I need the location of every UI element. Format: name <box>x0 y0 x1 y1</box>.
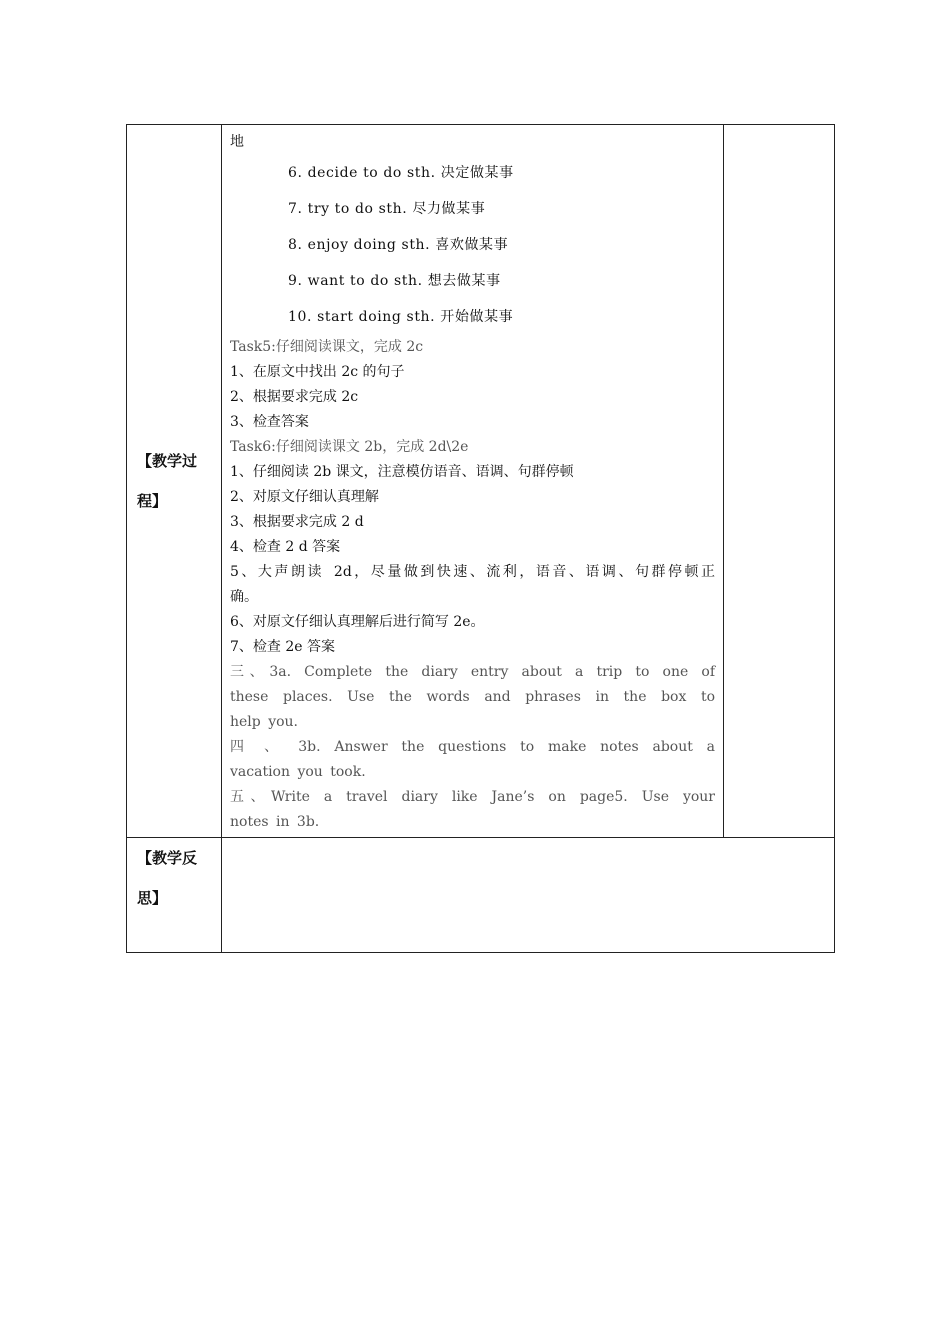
task5-step: 2、根据要求完成 2c <box>230 389 359 405</box>
task5-title: Task5:仔细阅读课文，完成 2c <box>230 339 424 355</box>
process-label-cell <box>127 125 222 838</box>
task6-step-5: 5、大声朗读 2d，尽量做到快速、流利，语音、语调、句群停顿正 <box>230 564 715 580</box>
task6-step-7: 7、检查 2e 答案 <box>230 639 335 655</box>
process-label-line-1: 【教学过 <box>137 452 198 470</box>
part5-line-2: notes in 3b. <box>230 814 320 830</box>
process-row <box>127 125 835 838</box>
part4-line-1: 四 、 3b. Answer the questions to make notes about a <box>230 739 715 755</box>
phrase-item: 7. try to do sth. 尽力做某事 <box>288 201 486 217</box>
phrase-item: 8. enjoy doing sth. 喜欢做某事 <box>288 237 509 253</box>
task6-title: Task6:仔细阅读课文 2b，完成 2d\2e <box>230 439 469 455</box>
task6-step-5-cont: 确。 <box>230 589 258 605</box>
task6-step: 2、对原文仔细认真理解 <box>230 489 379 505</box>
lesson-plan-table <box>126 124 835 953</box>
task6-step: 4、检查 2 d 答案 <box>230 539 341 555</box>
reflection-row <box>127 838 835 953</box>
top-char: 地 <box>230 134 244 150</box>
process-label-line-2: 程】 <box>137 492 168 510</box>
part3-line-3: help you. <box>230 714 298 730</box>
part5-line-1: 五、Write a travel diary like Jane’s on page5. Use your <box>230 789 715 805</box>
task6-step: 1、仔细阅读 2b 课文，注意模仿语音、语调、句群停顿 <box>230 464 574 480</box>
reflection-label-line-2: 思】 <box>137 889 168 907</box>
reflection-label-line-1: 【教学反 <box>137 849 198 867</box>
task6-step-6: 6、对原文仔细认真理解后进行简写 2e。 <box>230 614 485 630</box>
reflection-label-cell <box>127 838 222 953</box>
task5-step: 1、在原文中找出 2c 的句子 <box>230 364 405 380</box>
task6-step: 3、根据要求完成 2 d <box>230 514 364 530</box>
part3-line-1: 三、3a. Complete the diary entry about a trip to one of <box>230 664 715 680</box>
process-content-cell <box>222 125 724 838</box>
phrase-item: 6. decide to do sth. 决定做某事 <box>288 165 514 181</box>
notes-cell <box>724 125 835 838</box>
part4-line-2: vacation you took. <box>230 764 366 780</box>
task5-step: 3、检查答案 <box>230 414 309 430</box>
phrase-item: 9. want to do sth. 想去做某事 <box>288 273 501 289</box>
phrase-item: 10. start doing sth. 开始做某事 <box>288 309 514 325</box>
part3-line-2: these places. Use the words and phrases in the box to <box>230 689 715 705</box>
reflection-content-cell <box>222 838 835 953</box>
